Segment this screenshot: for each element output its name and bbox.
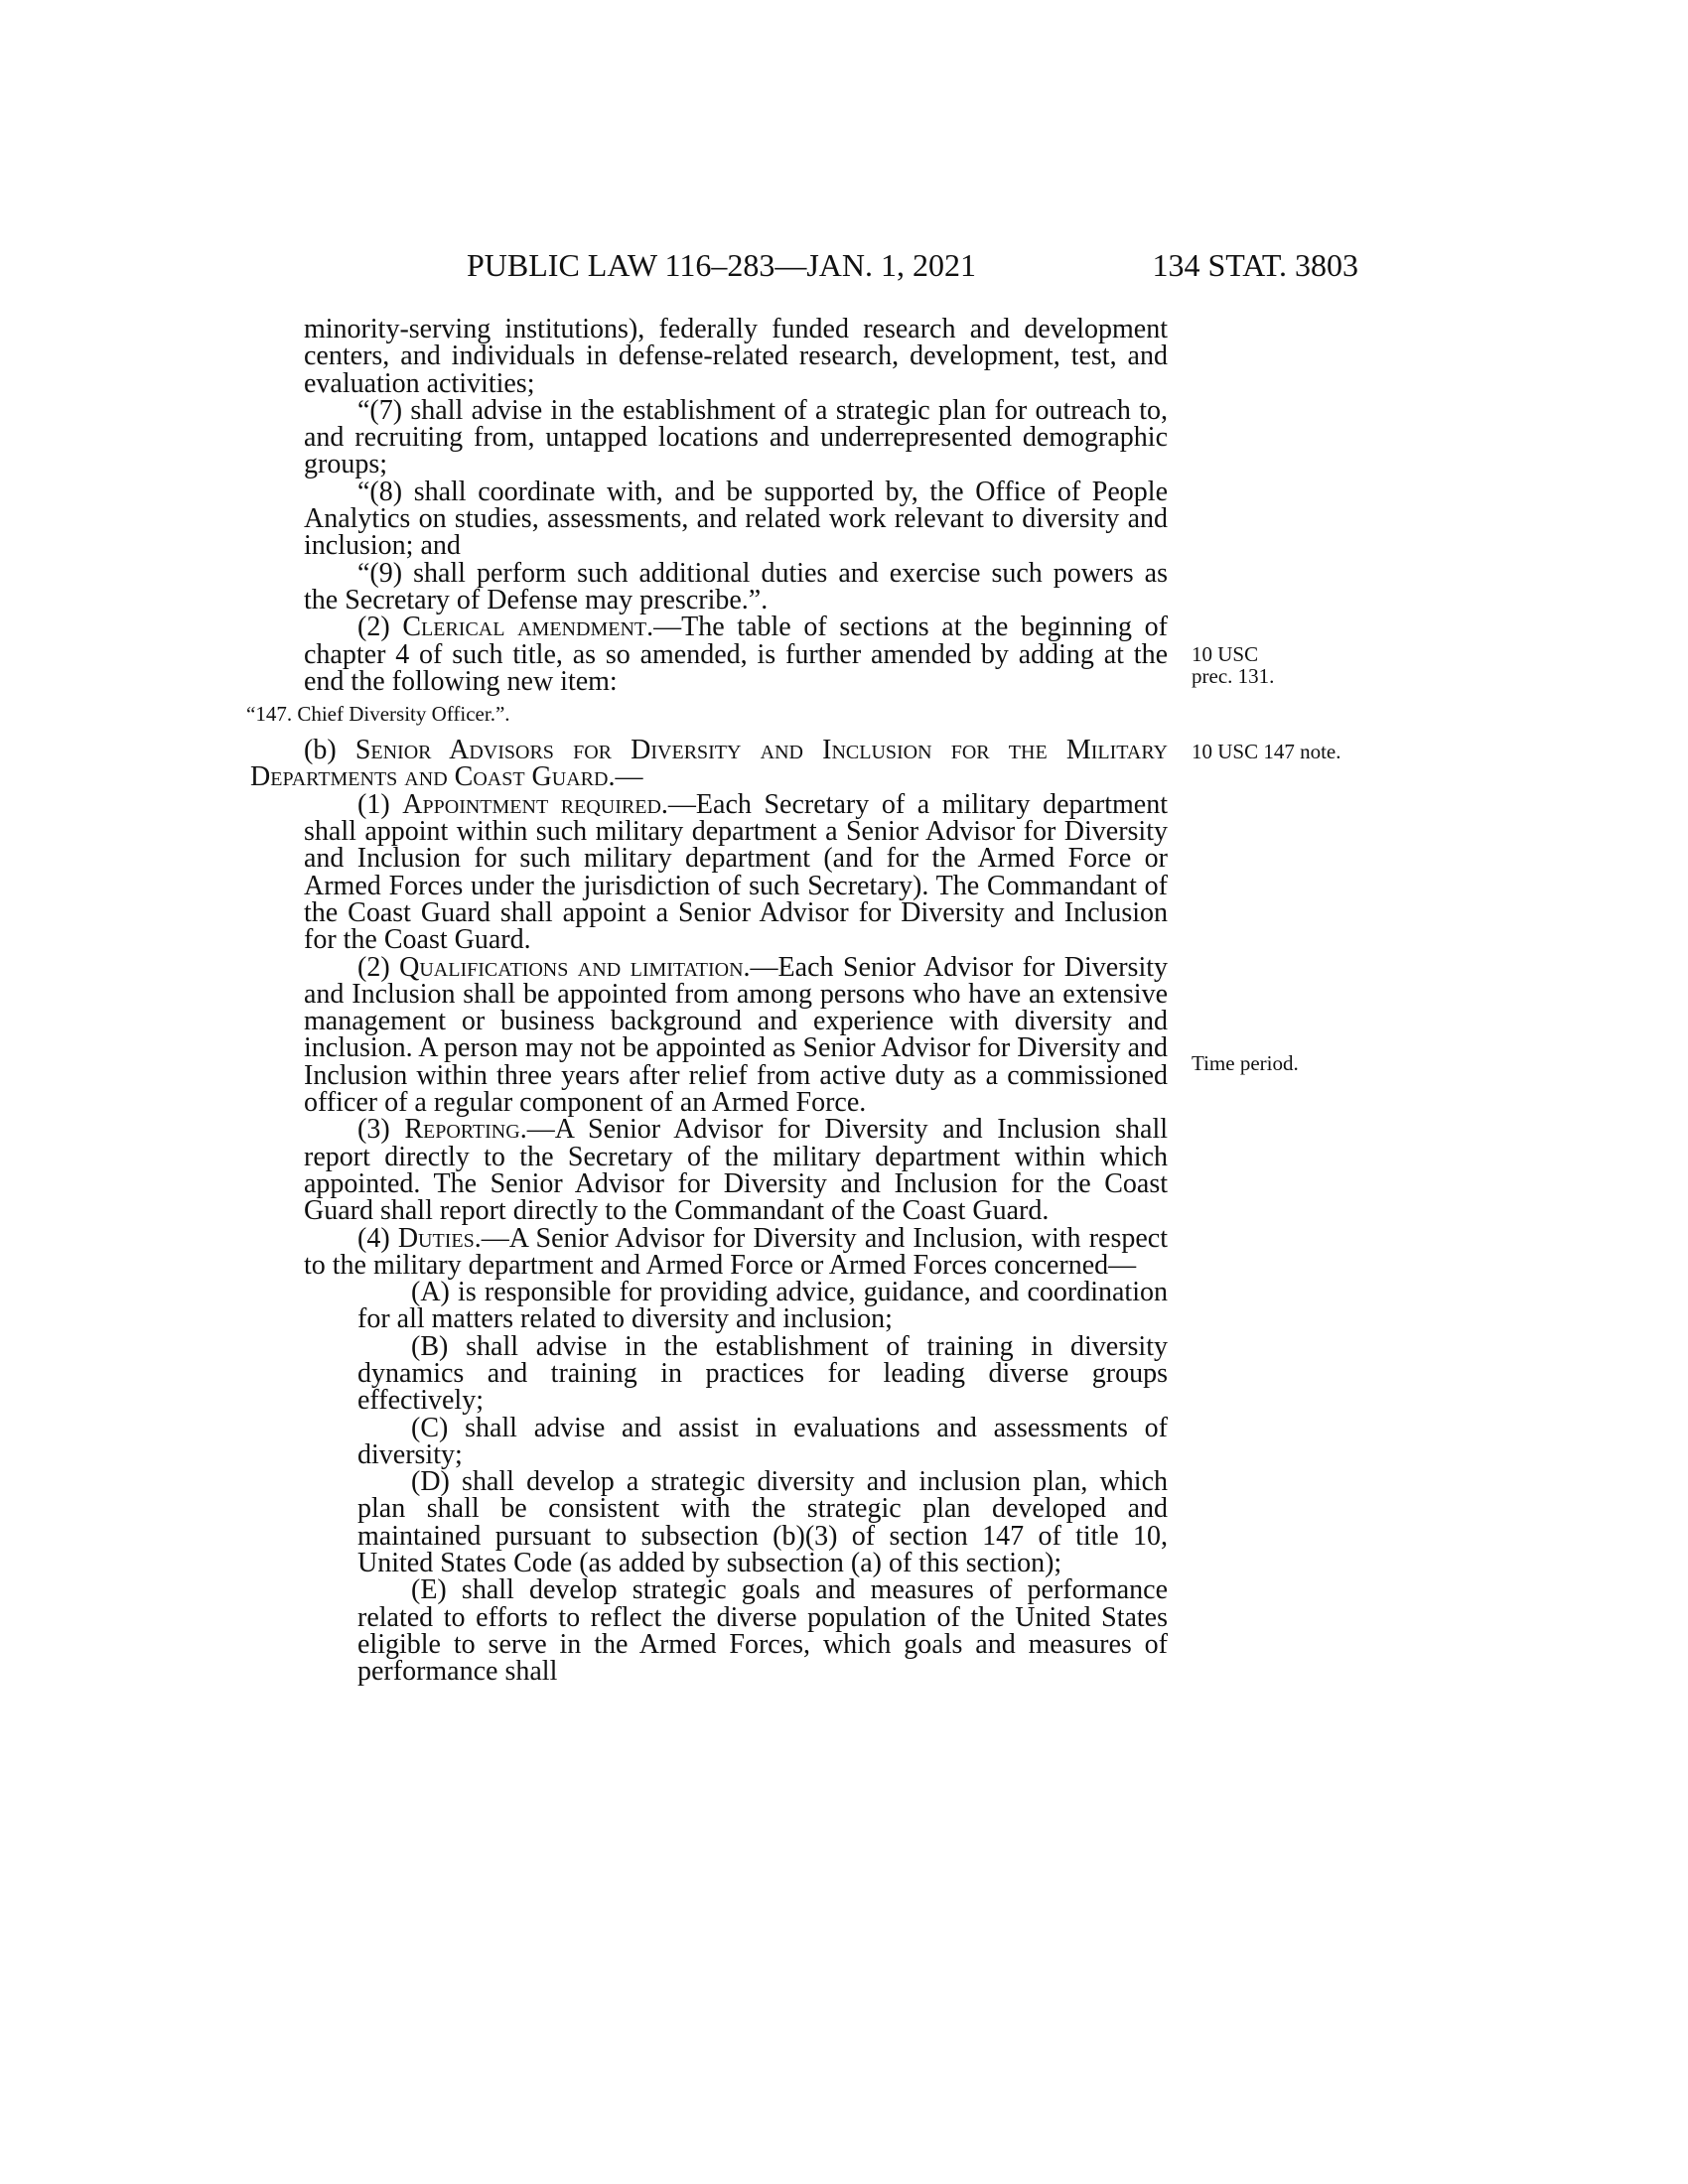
margin-note-usc-prec [1192,643,1274,687]
paragraph-b1 [304,788,1169,956]
paragraph-b3 [304,1114,1169,1227]
subsection-b-dash: .— [608,761,643,793]
b3-number: (3) [357,1114,390,1146]
header-page-number: 134 STAT. 3803 [1152,247,1358,283]
b2-heading: Qualifications and limitation [399,951,744,983]
subsection-b-heading-paragraph [250,737,1168,791]
margin-note-usc-147: 10 USC 147 note. [1192,740,1341,763]
margin-note-line-2: prec. 131. [1192,664,1275,688]
header-title: PUBLIC LAW 116–283—JAN. 1, 2021 [467,247,976,283]
paragraph-9: “(9) shall perform such additional duties and exercise such powers as the Secretary of Defense may prescribe.”. [304,557,1168,615]
clerical-amendment-paragraph [304,614,1168,695]
subsection-b-number: (b) [304,735,337,766]
subparagraph-D: (D) shall develop a strategic diversity and inclusion plan, which plan shall be consistent with the strategic plan developed and maintained pursuant to subsection (b)(3) of section 147 of title 10, United States Code (as added by subsection (a) of this section); [357,1466,1168,1579]
subparagraph-E: (E) shall develop strategic goals and measures of performance related to efforts to reflect the diverse population of the United States eligible to serve in the Armed Forces, which goals and measures of performance shall [357,1574,1168,1688]
paragraph-b2 [304,951,1169,1119]
paragraph-b4 [304,1222,1169,1281]
b4-text: .—A Senior Advisor for Diversity and Inclusion, with respect to the military department and Armed Force or Armed Forces concerned— [304,1222,1169,1281]
b2-number: (2) [357,951,390,983]
paragraph-intro-continued: minority-serving institutions), federally funded research and development centers, and individuals in defense-related research, development, test, and evaluation activities; [304,314,1168,399]
b2-text: .—Each Senior Advisor for Diversity and Inclusion shall be appointed from among persons who have an extensive management or business background and experience with diversity and inclusion. A person may not be appointed as Senior Advisor for Diversity and Inclusion within three years after relief from active duty as a commissioned officer of a regular component of an Armed Force. [304,951,1169,1119]
clerical-number: (2) [357,612,390,643]
subparagraph-A: (A) is responsible for providing advice, guidance, and coordination for all matters related to diversity and inclusion; [357,1277,1168,1335]
margin-note-time-period: Time period. [1192,1051,1299,1075]
statute-body [246,314,1169,1688]
b4-heading: Duties [397,1222,475,1254]
clerical-heading: Clerical amendment [402,612,647,643]
clerical-text: .—The table of sections at the beginning of chapter 4 of such title, as so amended, is further amended by adding at the end the following new item: [304,612,1169,697]
table-of-sections-item: “147. Chief Diversity Officer.”. [246,702,510,727]
running-header [467,245,1358,285]
paragraph-7: “(7) shall advise in the establishment of a strategic plan for outreach to, and recruiting from, untapped locations and underrepresented demographic groups; [304,394,1168,480]
margin-note-line-1: 10 USC [1192,642,1259,666]
b4-number: (4) [357,1222,390,1254]
b1-number: (1) [357,788,390,820]
b1-heading: Appointment required [402,788,661,820]
b3-heading: Reporting [404,1114,520,1146]
subsection-b-heading: Senior Advisors for Diversity and Inclusion for the Military Departments and Coast Guard [250,735,1169,793]
subparagraph-C: (C) shall advise and assist in evaluations and assessments of diversity; [357,1412,1168,1470]
b3-text: .—A Senior Advisor for Diversity and Inclusion shall report directly to the Secretary of the military department within which appointed. The Senior Advisor for Diversity and Inclusion for the Coast Guard shall report directly to the Commandant of the Coast Guard. [304,1114,1169,1227]
subparagraph-B: (B) shall advise in the establishment of training in diversity dynamics and training in practices for leading diverse groups effectively; [357,1330,1168,1417]
b1-text: .—Each Secretary of a military department shall appoint within such military department a Senior Advisor for Diversity and Inclusion for such military department (and for the Armed Force or Armed Forces under the jurisdiction of such Secretary). The Commandant of the Coast Guard shall appoint a Senior Advisor for Diversity and Inclusion for the Coast Guard. [304,788,1169,956]
paragraph-8: “(8) shall coordinate with, and be supported by, the Office of People Analytics on studies, assessments, and related work relevant to diversity and inclusion; and [304,476,1168,562]
